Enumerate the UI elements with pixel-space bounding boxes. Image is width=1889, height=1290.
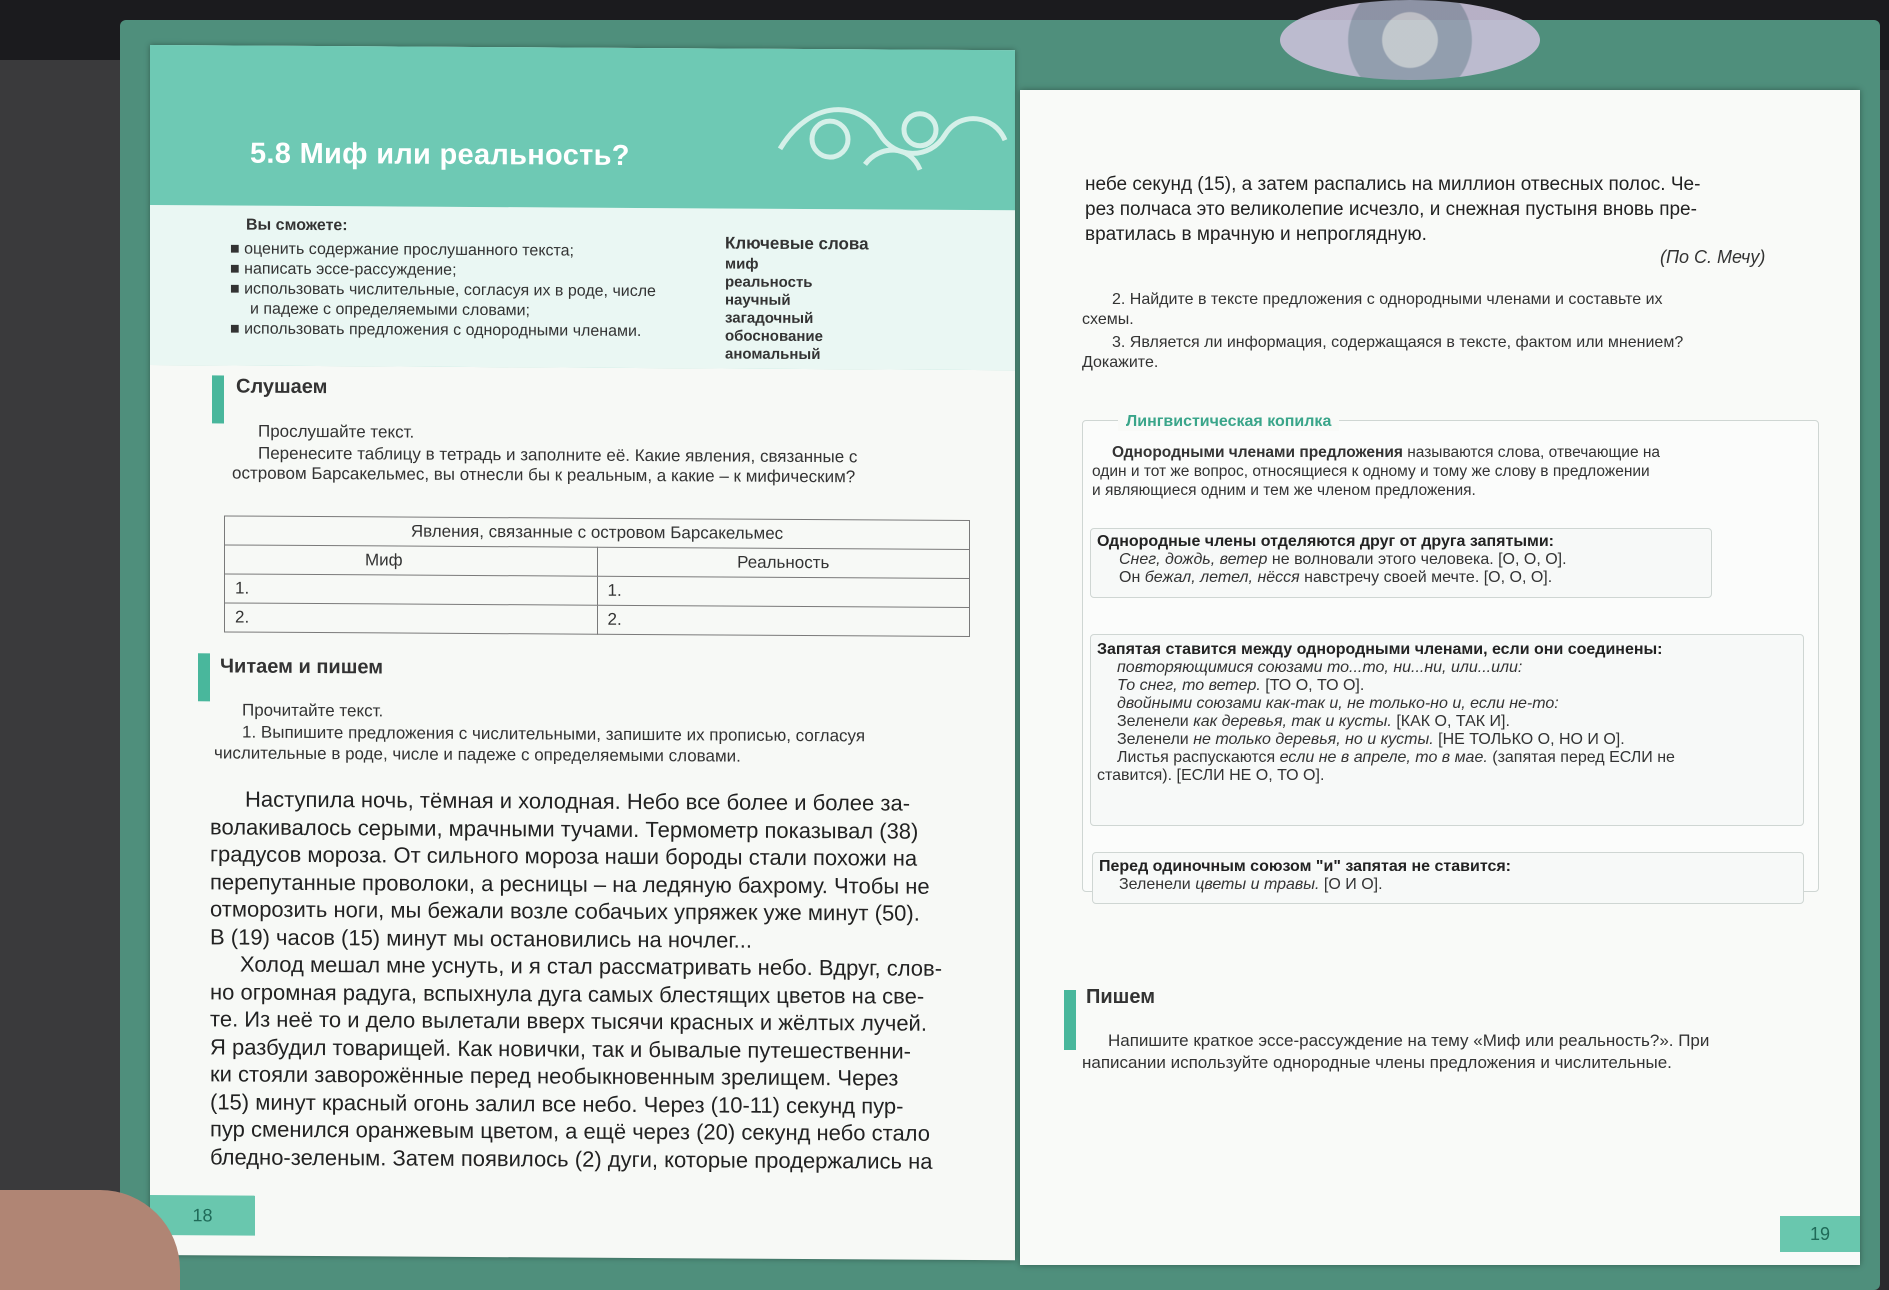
task-3: 3. Является ли информация, содержащаяся в тексте, фактом или мнением? <box>1112 334 1684 351</box>
you-can-heading: Вы сможете: <box>246 216 348 235</box>
keyword: реальность <box>725 273 813 292</box>
section-bar <box>1064 990 1076 1050</box>
rule-box-3: Перед одиночным союзом "и" запятая не ставится: Зеленели цветы и травы. [О И О]. <box>1092 852 1804 904</box>
keyword: загадочный <box>725 309 814 328</box>
read-write-line: числительные в роде, числе и падеже с определяемыми словами. <box>214 743 741 766</box>
page-number: 18 <box>150 1195 255 1236</box>
read-write-line: 1. Выпишите предложения с числительными, запишите их прописью, согласуя <box>242 722 866 746</box>
ornament-icon <box>770 89 1010 180</box>
table-cell: 1. <box>225 574 598 605</box>
table-header: Явления, связанные с островом Барсакельмес <box>225 516 970 550</box>
author: (По С. Мечу) <box>1660 247 1766 267</box>
table-cell: 2. <box>225 603 598 634</box>
task-2-cont: схемы. <box>1082 311 1134 328</box>
table-row <box>225 574 970 608</box>
cd-disc <box>1280 0 1540 80</box>
task-2: 2. Найдите в тексте предложения с однородными членами и составьте их <box>1112 291 1663 308</box>
skill-item: ■ использовать предложения с однородными членами. <box>230 320 642 341</box>
skill-item: и падеже с определяемыми словами; <box>250 300 530 320</box>
story-text: Наступила ночь, тёмная и холодная. Небо все более и более за- волакивалось серыми, мрачными тучами. Термометр показывал (38) градусов мороза. От сильного мороза наши бороды стали похожи на перепутанные проволоки, а ресницы – на ледяную бахрому. Чтобы не отморозить ноги, мы бежали возле собачьих упряжек уже минут (50). В (19) часов (15) минут мы остановились на ночлег... Холод мешал мне уснуть, и я стал рассматривать небо. Вдруг, слов- но огромная радуга, вспыхнула дуга самых блестящих цветов на све- те. Из неё то и дело вылетали вверх тысячи красных и жёлтых лучей. Я разбудил товарищей. Как новички, так и бывалые путешественни- ки стояли заворожённые перед необыкновенным зрелищем. Через (15) минут красный огонь залил все небо. Через (10-11) секунд пур- пур сменился оранжевым цветом, а ещё через (20) секунд небо стало бледно-зеленым. Затем появилось (2) дуги, которые продержались на <box>210 786 943 1174</box>
write-line: Напишите краткое эссе-рассуждение на тему «Миф или реальность?». При <box>1108 1031 1710 1050</box>
table-col-myth: Миф <box>225 545 598 576</box>
phenomena-table <box>224 515 970 637</box>
section-bar <box>198 653 210 701</box>
read-write-line: Прочитайте текст. <box>242 700 384 721</box>
listen-line: островом Барсакельмес, вы отнесли бы к реальным, а какие – к мифическим? <box>232 463 856 487</box>
story-continued: небе секунд (15), а затем распались на миллион отвесных полос. Че- рез полчаса это великолепие исчезло, и снежная пустыня вновь пре- вратилась в мрачную и непроглядную. <box>1085 174 1701 245</box>
skill-item: ■ оценить содержание прослушанного текста; <box>230 240 574 260</box>
write-heading: Пишем <box>1086 986 1155 1008</box>
page-title: 5.8 Миф или реальность? <box>250 137 630 172</box>
table-cell: 2. <box>597 605 970 636</box>
keywords-list <box>725 256 823 365</box>
keyword: научный <box>725 291 791 309</box>
write-line: написании используйте однородные члены предложения и числительные. <box>1082 1053 1672 1072</box>
section-bar <box>212 375 224 423</box>
keyword: аномальный <box>725 345 821 364</box>
rule-box-1: Однородные члены отделяются друг от друга запятыми: Снег, дождь, ветер не волновали этого человека. [О, О, О]. Он бежал, летел, нёсся навстречу своей мечте. [О, О, О]. <box>1090 528 1712 598</box>
skill-item: ■ написать эссе-рассуждение; <box>230 260 457 279</box>
listen-line: Перенесите таблицу в тетрадь и заполните её. Какие явления, связанные с <box>258 443 858 467</box>
task-3-cont: Докажите. <box>1082 354 1159 371</box>
background-left <box>0 60 140 1289</box>
page-number: 19 <box>1780 1216 1860 1252</box>
skill-item: ■ использовать числительные, согласуя их в роде, числе <box>230 280 656 301</box>
rule-box-2: Запятая ставится между однородными членами, если они соединены: повторяющимися союзами то...то, ни...ни, или...или: То снег, то ветер. [ТО О, ТО О]. двойными союзами как-так и, не только-но и, если не-то: Зеленели как деревья, так и кусты. [КАК О, ТАК И]. Зеленели не только деревья, но и кусты. [НЕ ТОЛЬКО О, НО И О]. Листья распускаются если не в апреле, то в мае. (запятая перед ЕСЛИ не ставится). [ЕСЛИ НЕ О, ТО О]. <box>1090 634 1804 826</box>
read-write-heading: Читаем и пишем <box>220 655 384 679</box>
keyword: обоснование <box>725 327 823 346</box>
table-row <box>225 603 970 637</box>
definition: Однородными членами предложения называются слова, отвечающие на один и тот же вопрос, относящиеся к одному и тому же слову в предложении и являющиеся одним и тем же членом предложения. <box>1092 444 1661 499</box>
listen-line: Прослушайте текст. <box>258 421 415 442</box>
table-cell: 1. <box>597 576 970 607</box>
table-col-reality: Реальность <box>597 547 970 578</box>
linguistic-heading: Лингвистическая копилка <box>1118 412 1339 431</box>
left-page <box>150 45 1015 1260</box>
keyword: миф <box>725 255 759 273</box>
right-page <box>1020 90 1860 1265</box>
listen-heading: Слушаем <box>236 375 328 399</box>
keywords-heading: Ключевые слова <box>725 233 869 254</box>
